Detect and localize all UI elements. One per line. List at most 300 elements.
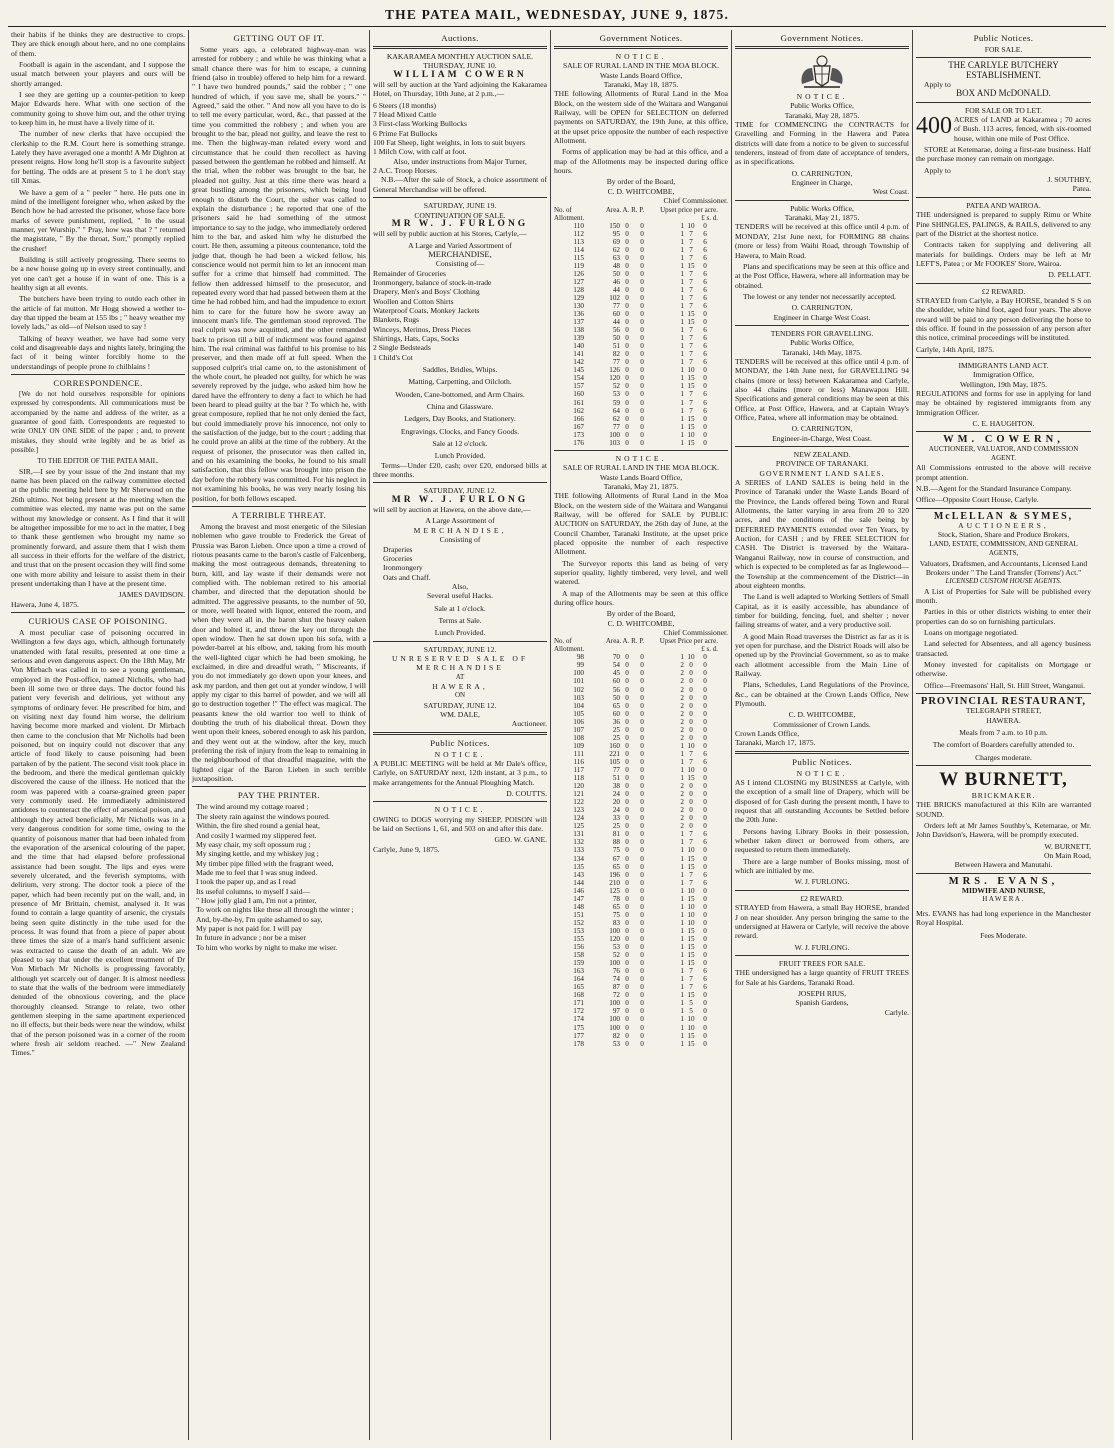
divider: [916, 357, 1091, 358]
price-shillings: 10: [687, 886, 695, 895]
price-shillings: 15: [687, 951, 695, 960]
area-acres: 25: [612, 733, 620, 742]
area-roods: 0: [625, 229, 629, 238]
price-shillings: 0: [689, 661, 693, 670]
area-roods: 0: [625, 277, 629, 286]
ad-title: W BURNETT,: [939, 769, 1068, 791]
ad-text: Also, under instructions from Major Turner,: [393, 156, 527, 166]
area-roods: 0: [625, 926, 629, 935]
price-shillings: 0: [689, 725, 693, 734]
ad-date: Carlyle, June 9, 1875.: [373, 844, 440, 854]
allotment-number: 145: [573, 366, 584, 375]
price-pence: 6: [703, 757, 707, 766]
price-pence: 0: [703, 999, 707, 1008]
lot-row: [554, 798, 728, 806]
area-perches: 0: [640, 374, 644, 383]
ad-signer: W. BURNETT,: [1044, 841, 1091, 851]
poem-line: My singing kettle, and my whiskey jug ;: [196, 849, 319, 859]
divider: [373, 641, 547, 642]
price-shillings: 7: [689, 975, 693, 984]
lot-row: [554, 278, 728, 286]
section-title: PAY THE PRINTER.: [237, 790, 321, 801]
price-pence: 0: [703, 822, 707, 831]
ad-signer: WM. DALE,: [440, 710, 480, 719]
price-shillings: 7: [689, 277, 693, 286]
price-pence: 0: [703, 1015, 707, 1024]
area-perches: 0: [640, 342, 644, 351]
allotment-number: 154: [573, 374, 584, 383]
notice-text: STRAYED from Hawera, a small Bay HORSE, branded J on near shoulder. Any person bringing the same to the undersigned at Hawera or Carlyle, will receive the above reward.: [735, 903, 909, 941]
ad-signer: D. COUTTS.: [506, 789, 547, 799]
lot-row: [554, 702, 728, 710]
area-acres: 100: [609, 1015, 620, 1024]
price-pence: 6: [703, 293, 707, 302]
ad-subtitle: BRICKMAKER.: [971, 791, 1036, 801]
price-pounds: 1: [680, 237, 684, 246]
office-line: Crown Lands Office,: [735, 729, 800, 738]
area-perches: 0: [640, 999, 644, 1008]
notice-text: AS I intend CLOSING my BUSINESS at Carlyle, with the exception of a small line of Drapery, which will be disposed of for Cash during the present month, I have to request that all outstanding Accounts be Settled before the 20th June.: [735, 778, 909, 825]
lot-row: [554, 975, 728, 983]
lot-row: [554, 999, 728, 1007]
lot-row: [554, 222, 728, 230]
price-shillings: 7: [689, 870, 693, 879]
area-acres: 160: [609, 741, 620, 750]
area-perches: 0: [640, 830, 644, 839]
allotment-number: 98: [576, 653, 584, 662]
lot-row: [554, 903, 728, 911]
article-text: Some years ago, a celebrated highway-man was arrested for robbery ; and while he was thinking what a small chance there was for him to escape, a cunning friend (also in trouble) offered to help him for a reward. " I have two hundred pounds," said the robber ; " one hundred of which, if you save me, shall be yours." " Agreed," said the other. " And now all you have to do is to tell me every particular, word, &c., that passed at the time you committed the robbery ; and when you are brought to the bar, plead not guilty, and leave the rest to me. Then the highway-man related every word and circumstance that he could then recollect as having passed between the gentleman he robbed and himself. At the trial, when the robber was brought to the bar, he pleaded not guilty. Just at this time there was heard a great bustling among the prisoners, which being loud enough to disturb the Court, the usher was called to explain the disturbance ; he reported that one of the prisoners said he had something of the utmost importance to say to the judge, who immediately ordered him to the bar, and asked him why he disturbed the court. He then, assuming a piteous countenance, told the judge that, though he had been a wicked fellow, his conscience would not permit him to let an innocent man suffer for a crime that himself had committed. The fellow then addressed himself to the prosecutor, and repeated every word that had passed between them at the time he had robbed him, and had the impudence to extort him to care for the future how he swore away an innocent man's life. The gentleman stood reproved. The real culprit was now acquitted, and the other remanded back to prison till a bill of indictment was found against him. The real criminal was faithful to his promise to his preserver, and then made off at full speed. When the supposed culprit's trial came on, to the astonishment of the whole court, he pleaded not guilty, for which he was severely reproved by the judge, who asked him how he dared have the effrontery to deny a fact to which he had been heard to plead guilty at the bar ? To which he, with great composure, replied that he not only denied the fact, but could immediately prove his innocence, not only to the satisfaction of the judge, but to the court ; adding that he could prove an alibi at the time of the robbery. At the request of prisoner, the prosecutor was then called in, and on his examining the books, he found to his small satisfaction, that this fellow was brought into prison the day before the robbery was committed. For his neglect in not examining his books, he was very nearly losing his position, for both fellows escaped.: [192, 45, 366, 503]
lot-row: [554, 653, 728, 661]
section-title: A TERRIBLE THREAT.: [231, 509, 327, 520]
price-pence: 0: [703, 886, 707, 895]
ad-text: Consisting of—: [435, 259, 485, 269]
price-shillings: 15: [687, 894, 695, 903]
divider: [554, 450, 728, 451]
allotment-number: 119: [573, 261, 584, 270]
price-shillings: 15: [687, 943, 695, 952]
lot-item: Ironmongery, balance of stock-in-trade: [373, 277, 492, 287]
area-roods: 0: [625, 677, 629, 686]
allotment-number: 129: [573, 293, 584, 302]
price-shillings: 15: [687, 261, 695, 270]
area-roods: 0: [625, 285, 629, 294]
ad-text: LAND, ESTATE, COMMISSION, AND GENERAL AGENTS,: [929, 539, 1078, 558]
area-acres: 120: [609, 934, 620, 943]
ad-text: THE undersigned is prepared to supply Rimu or White Pine SHINGLES, PALINGS, & RAILS, delivered to any part of the District at the shortest notice.: [916, 210, 1091, 238]
price-shillings: 10: [687, 918, 695, 927]
ad-text: Consisting of: [439, 535, 481, 545]
ad-text: Sale at 12 o'clock.: [432, 439, 488, 449]
ad-text: Lunch Provided.: [434, 451, 486, 461]
area-roods: 0: [625, 838, 629, 847]
ad-date: SATURDAY, JUNE 12.: [423, 700, 497, 710]
area-roods: 0: [625, 918, 629, 927]
price-pence: 0: [703, 701, 707, 710]
column-header: Public Notices.: [430, 737, 490, 748]
area-perches: 0: [640, 934, 644, 943]
notice-text: By order of the Board,: [606, 177, 676, 187]
allotment-number: 125: [573, 822, 584, 831]
lot-row: [554, 871, 728, 879]
area-acres: 44: [612, 285, 620, 294]
lot-row: [554, 415, 728, 423]
price-pounds: 2: [680, 806, 684, 815]
allotment-number: 139: [573, 334, 584, 343]
area-perches: 0: [640, 310, 644, 319]
area-roods: 0: [625, 374, 629, 383]
lot-row: [554, 750, 728, 758]
lot-row: [554, 959, 728, 967]
area-acres: 77: [612, 766, 620, 774]
ad-text: Loans on mortgage negotiated.: [924, 627, 1019, 637]
ad-text: Engravings, Clocks, and Fancy Goods.: [400, 426, 520, 436]
area-acres: 95: [612, 229, 620, 238]
lot-row: [554, 286, 728, 294]
area-roods: 0: [625, 430, 629, 439]
price-pounds: 1: [680, 245, 684, 254]
notice-text: Forms of application may be had at this office, and a map of the Allotments may be inspected during office hours.: [554, 147, 728, 176]
area-acres: 62: [612, 245, 620, 254]
ad-text: STRAYED from Carlyle, a Bay HORSE, branded S S on the shoulder, white hind foot, aged four years. The above reward will be paid to any person delivering the horse to this office. If found in the possession of any person after this notice, criminal proceedings will be instituted.: [916, 295, 1091, 343]
column-4: [551, 30, 732, 1440]
price-pounds: 1: [680, 943, 684, 952]
column-header: Public Notices.: [792, 756, 852, 767]
ad-title: PATEA AND WAIROA.: [966, 200, 1041, 210]
lot-item: Drapery, Men's and Boys' Clothing: [373, 287, 480, 297]
article-text: We have a gem of a " peeler " here. He puts one in mind of the intelligent foreigner who, when asked by the Bench how he had arrested the prisoner, whose face bore marks of severe punishment, replied, " In the usual manner, yer Wurship." " Pray, how was that ? " returned the magistrate, " By the throat, Sorr," promptly replied the crusher!: [11, 187, 185, 253]
ad-signer: C. E. HAUGHTON.: [972, 419, 1035, 429]
price-pence: 6: [703, 390, 707, 399]
ad-text: Stock, Station, Share and Produce Brokers,: [937, 530, 1070, 540]
allotment-number: 151: [573, 910, 584, 919]
area-roods: 0: [625, 782, 629, 791]
office-date: Taranaki, May 21, 1875.: [784, 213, 860, 223]
price-pence: 6: [703, 245, 707, 254]
price-pence: 6: [703, 342, 707, 351]
area-roods: 0: [625, 709, 629, 718]
price-pounds: 2: [680, 733, 684, 742]
divider: [554, 46, 728, 49]
price-pence: 6: [703, 277, 707, 286]
ad-text: Office—Opposite Court House, Carlyle.: [916, 495, 1039, 505]
ad-date: SATURDAY, JUNE 12.: [423, 644, 497, 654]
divider: [735, 46, 909, 49]
area-acres: 50: [612, 693, 620, 702]
lot-row: [554, 879, 728, 887]
price-pence: 0: [703, 717, 707, 726]
divider: [373, 482, 547, 483]
area-acres: 87: [612, 983, 620, 992]
lot-row: [554, 238, 728, 246]
price-pounds: 1: [680, 293, 684, 302]
price-pounds: 2: [680, 669, 684, 678]
area-acres: 45: [612, 669, 620, 678]
price-pence: 0: [703, 1007, 707, 1016]
price-pence: 0: [703, 1031, 707, 1040]
allotment-number: 167: [573, 422, 584, 431]
allotment-number: 157: [573, 382, 584, 391]
column-2: [189, 30, 370, 1440]
price-pence: 0: [703, 669, 707, 678]
area-perches: 0: [640, 326, 644, 335]
area-roods: 0: [625, 959, 629, 968]
price-pounds: 1: [680, 318, 684, 327]
area-roods: 0: [625, 422, 629, 431]
section-title: CURIOUS CASE OF POISONING.: [28, 615, 168, 626]
price-pence: 0: [703, 318, 707, 327]
area-roods: 0: [625, 414, 629, 423]
price-shillings: 7: [689, 830, 693, 839]
area-roods: 0: [625, 717, 629, 726]
area-perches: 0: [640, 838, 644, 847]
area-acres: 75: [612, 910, 620, 919]
area-perches: 0: [640, 798, 644, 807]
price-pence: 0: [703, 725, 707, 734]
area-perches: 0: [640, 878, 644, 887]
price-pounds: 1: [680, 959, 684, 968]
area-perches: 0: [640, 870, 644, 879]
lot-row: [554, 310, 728, 318]
ad-title: NOTICE.: [796, 768, 848, 778]
price-pounds: 1: [680, 653, 684, 662]
price-pence: 0: [703, 846, 707, 855]
area-roods: 0: [625, 245, 629, 254]
allotment-number: 99: [576, 661, 584, 670]
poem-line: My timber pipe filled with the fragrant weed,: [196, 858, 334, 868]
allotment-number: 110: [573, 221, 584, 230]
lot-row: [554, 927, 728, 935]
ad-text: Apply to: [924, 80, 951, 90]
price-shillings: 15: [687, 438, 695, 447]
column-3: [370, 30, 551, 1440]
lot-row: [554, 710, 728, 718]
area-roods: 0: [625, 757, 629, 766]
header-area: Area. A. R. P.: [605, 205, 645, 214]
price-shillings: 0: [689, 677, 693, 686]
area-acres: 25: [612, 725, 620, 734]
letter-signer: JAMES DAVIDSON.: [118, 590, 185, 600]
ad-signer-place: Between Hawera and Manutahi.: [954, 860, 1053, 870]
area-perches: 0: [640, 685, 644, 694]
lot-row: [554, 718, 728, 726]
office-date: Taranaki, May 18, 1875.: [603, 80, 679, 90]
price-pence: 0: [703, 854, 707, 863]
ad-signer: GEO. W. GANE.: [494, 835, 547, 845]
ad-text: LICENSED CUSTOM HOUSE AGENTS.: [945, 577, 1062, 586]
price-shillings: 7: [689, 342, 693, 351]
price-shillings: 10: [687, 221, 695, 230]
allotment-number: 160: [573, 390, 584, 399]
lot-row: [554, 790, 728, 798]
price-shillings: 0: [689, 701, 693, 710]
price-pence: 0: [703, 261, 707, 270]
allotment-number: 130: [573, 301, 584, 310]
letter-place: Hawera, June 4, 1875.: [11, 599, 79, 609]
allotment-number: 134: [573, 854, 584, 863]
notice-text: The Surveyor reports this land as being of very superior quality, lightly timbered, very level, and well watered.: [554, 558, 728, 587]
price-shillings: 15: [687, 414, 695, 423]
area-roods: 0: [625, 438, 629, 447]
price-pence: 0: [703, 685, 707, 694]
notice-signer-role: Chief Commissioner.: [663, 628, 728, 637]
lot-row: [554, 407, 728, 415]
lot-row: [554, 734, 728, 742]
area-perches: 0: [640, 221, 644, 230]
price-pence: 0: [703, 374, 707, 383]
price-pounds: 2: [680, 717, 684, 726]
lot-row: [554, 991, 728, 999]
lot-row: [554, 838, 728, 846]
price-pounds: 1: [680, 918, 684, 927]
area-perches: 0: [640, 862, 644, 871]
ad-text: Lunch Provided.: [434, 628, 486, 638]
lot-row: [554, 822, 728, 830]
area-acres: 60: [612, 709, 620, 718]
area-perches: 0: [640, 245, 644, 254]
office-date: Taranaki, March 17, 1875.: [735, 738, 816, 748]
area-acres: 125: [609, 886, 620, 895]
notice-signer: C. D. WHITCOMBE,: [788, 710, 856, 720]
notice-signer: W. J. FURLONG.: [794, 877, 850, 887]
area-perches: 0: [640, 350, 644, 359]
notice-signer-role: Engineer-in-Charge, West Coast.: [772, 433, 872, 443]
lot-row: [554, 911, 728, 919]
lot-row: [554, 661, 728, 669]
price-pounds: 1: [680, 1039, 684, 1048]
lot-row: [554, 350, 728, 358]
area-acres: 65: [612, 701, 620, 710]
notice-signer: O. CARRINGTON,: [791, 424, 853, 434]
price-shillings: 0: [689, 814, 693, 823]
column-header: Government Notices.: [599, 33, 683, 43]
area-roods: 0: [625, 1007, 629, 1016]
area-roods: 0: [625, 766, 629, 774]
office-line: Waste Lands Board Office,: [599, 472, 683, 482]
ad-date: SATURDAY, JUNE 12.: [423, 486, 497, 496]
lot-item: 2 Single Bedsteads: [373, 343, 431, 353]
price-shillings: 7: [689, 983, 693, 992]
area-acres: 50: [612, 334, 620, 343]
column-header: Government Notices.: [780, 33, 864, 43]
ad-title: THE CARLYLE BUTCHERY ESTABLISHMENT.: [948, 60, 1059, 80]
ad-title: NOTICE.: [615, 52, 667, 61]
poem-line: And cosily I warmed my slippered feet.: [196, 830, 317, 840]
ad-title: IMMIGRANTS LAND ACT.: [958, 360, 1049, 370]
price-pence: 0: [703, 1023, 707, 1032]
area-roods: 0: [625, 999, 629, 1008]
ad-text: Money invested for capitalists on Mortgage or otherwise.: [916, 659, 1091, 679]
ad-text: Charges moderate.: [975, 752, 1032, 762]
lot-item: Oats and Chaff.: [383, 572, 431, 582]
area-perches: 0: [640, 886, 644, 895]
price-pounds: 1: [680, 983, 684, 992]
price-shillings: 7: [689, 398, 693, 407]
area-perches: 0: [640, 237, 644, 246]
area-roods: 0: [625, 725, 629, 734]
price-pounds: 2: [680, 822, 684, 831]
price-shillings: 0: [689, 693, 693, 702]
allotment-number: 133: [573, 846, 584, 855]
allotment-number: 163: [573, 967, 584, 976]
price-shillings: 7: [689, 253, 693, 262]
price-pounds: 1: [680, 422, 684, 431]
allotment-number: 168: [573, 991, 584, 1000]
area-perches: 0: [640, 422, 644, 431]
area-perches: 0: [640, 430, 644, 439]
price-shillings: 0: [689, 790, 693, 799]
price-pounds: 1: [680, 438, 684, 447]
price-pence: 6: [703, 358, 707, 367]
area-acres: 126: [609, 366, 620, 375]
price-pounds: 1: [680, 967, 684, 976]
lot-row: [554, 230, 728, 238]
price-pence: 6: [703, 983, 707, 992]
article-text: I see they are getting up a counter-petition to keep Major Edwards here. What with one section of the community going to shove him out, and the other trying to keep him in, he must have a lively time of it.: [11, 90, 185, 128]
lot-row: [554, 726, 728, 734]
ad-text: Ledgers, Day Books, and Stationery.: [404, 414, 516, 424]
allotment-number: 178: [573, 1039, 584, 1048]
ad-title: HAWERA,: [432, 681, 488, 691]
allotment-number: 105: [573, 709, 584, 718]
price-shillings: 7: [689, 390, 693, 399]
allotment-number: 172: [573, 1007, 584, 1016]
price-shillings: 10: [687, 1015, 695, 1024]
masthead-rule: [8, 26, 1106, 27]
notice-text: There are a large number of Books missing, most of which are initialed by me.: [735, 856, 909, 876]
ad-text: OWING to DOGS worrying my SHEEP, POISON will be laid on Sections 1, 61, and 503 on and after this date.: [373, 814, 547, 834]
area-perches: 0: [640, 943, 644, 952]
lot-row: [554, 1032, 728, 1040]
allotment-number: 104: [573, 701, 584, 710]
price-pence: 0: [703, 382, 707, 391]
allotment-number: 121: [573, 790, 584, 799]
ad-title: GOVERNMENT LAND SALES.: [759, 468, 885, 478]
price-shillings: 15: [687, 926, 695, 935]
area-perches: 0: [640, 382, 644, 391]
area-roods: 0: [625, 366, 629, 375]
notice-text: The lowest or any tender not necessarily accepted.: [743, 291, 897, 301]
article-text: Football is again in the ascendant, and I suppose the usual match between your players and ours will be shortly arranged.: [11, 60, 185, 88]
area-perches: 0: [640, 301, 644, 310]
price-pounds: 1: [680, 934, 684, 943]
price-pounds: 1: [680, 229, 684, 238]
ad-title: MERCHANDISE,: [428, 248, 492, 259]
ad-title: MERCHANDISE: [416, 663, 504, 673]
allotment-number: 116: [573, 757, 584, 766]
price-pence: 6: [703, 350, 707, 359]
area-acres: 65: [612, 862, 620, 871]
lot-row: [554, 318, 728, 326]
ad-title: £2 REWARD.: [981, 286, 1026, 296]
allotment-number: 138: [573, 326, 584, 335]
area-perches: 0: [640, 902, 644, 911]
area-perches: 0: [640, 894, 644, 903]
header-price: Upset price per acre. £ s. d.: [660, 205, 718, 222]
allotment-number: 131: [573, 830, 584, 839]
lot-row: [554, 326, 728, 334]
price-pence: 0: [703, 951, 707, 960]
area-roods: 0: [625, 983, 629, 992]
price-pounds: 1: [680, 749, 684, 758]
area-acres: 52: [612, 382, 620, 391]
notice-text: Persons having Library Books in their possession, whether taken direct or borrowed from others, are requested to return them immediately.: [735, 826, 909, 855]
ad-text: Meals from 7 a.m. to 10 p.m.: [959, 728, 1048, 737]
area-acres: 20: [612, 798, 620, 807]
price-pence: 6: [703, 229, 707, 238]
price-pounds: 1: [680, 310, 684, 319]
editorial-note: [We do not hold ourselves responsible for opinions expressed by correspondents. All communications must be accompanied by the name and address of the writer, as a guarantee of good faith. Correspondents are requested to write ONLY ON ONE SIDE of the paper ; and, to prevent mistakes, they should write legibly and be as brief as possible.]: [11, 390, 185, 455]
